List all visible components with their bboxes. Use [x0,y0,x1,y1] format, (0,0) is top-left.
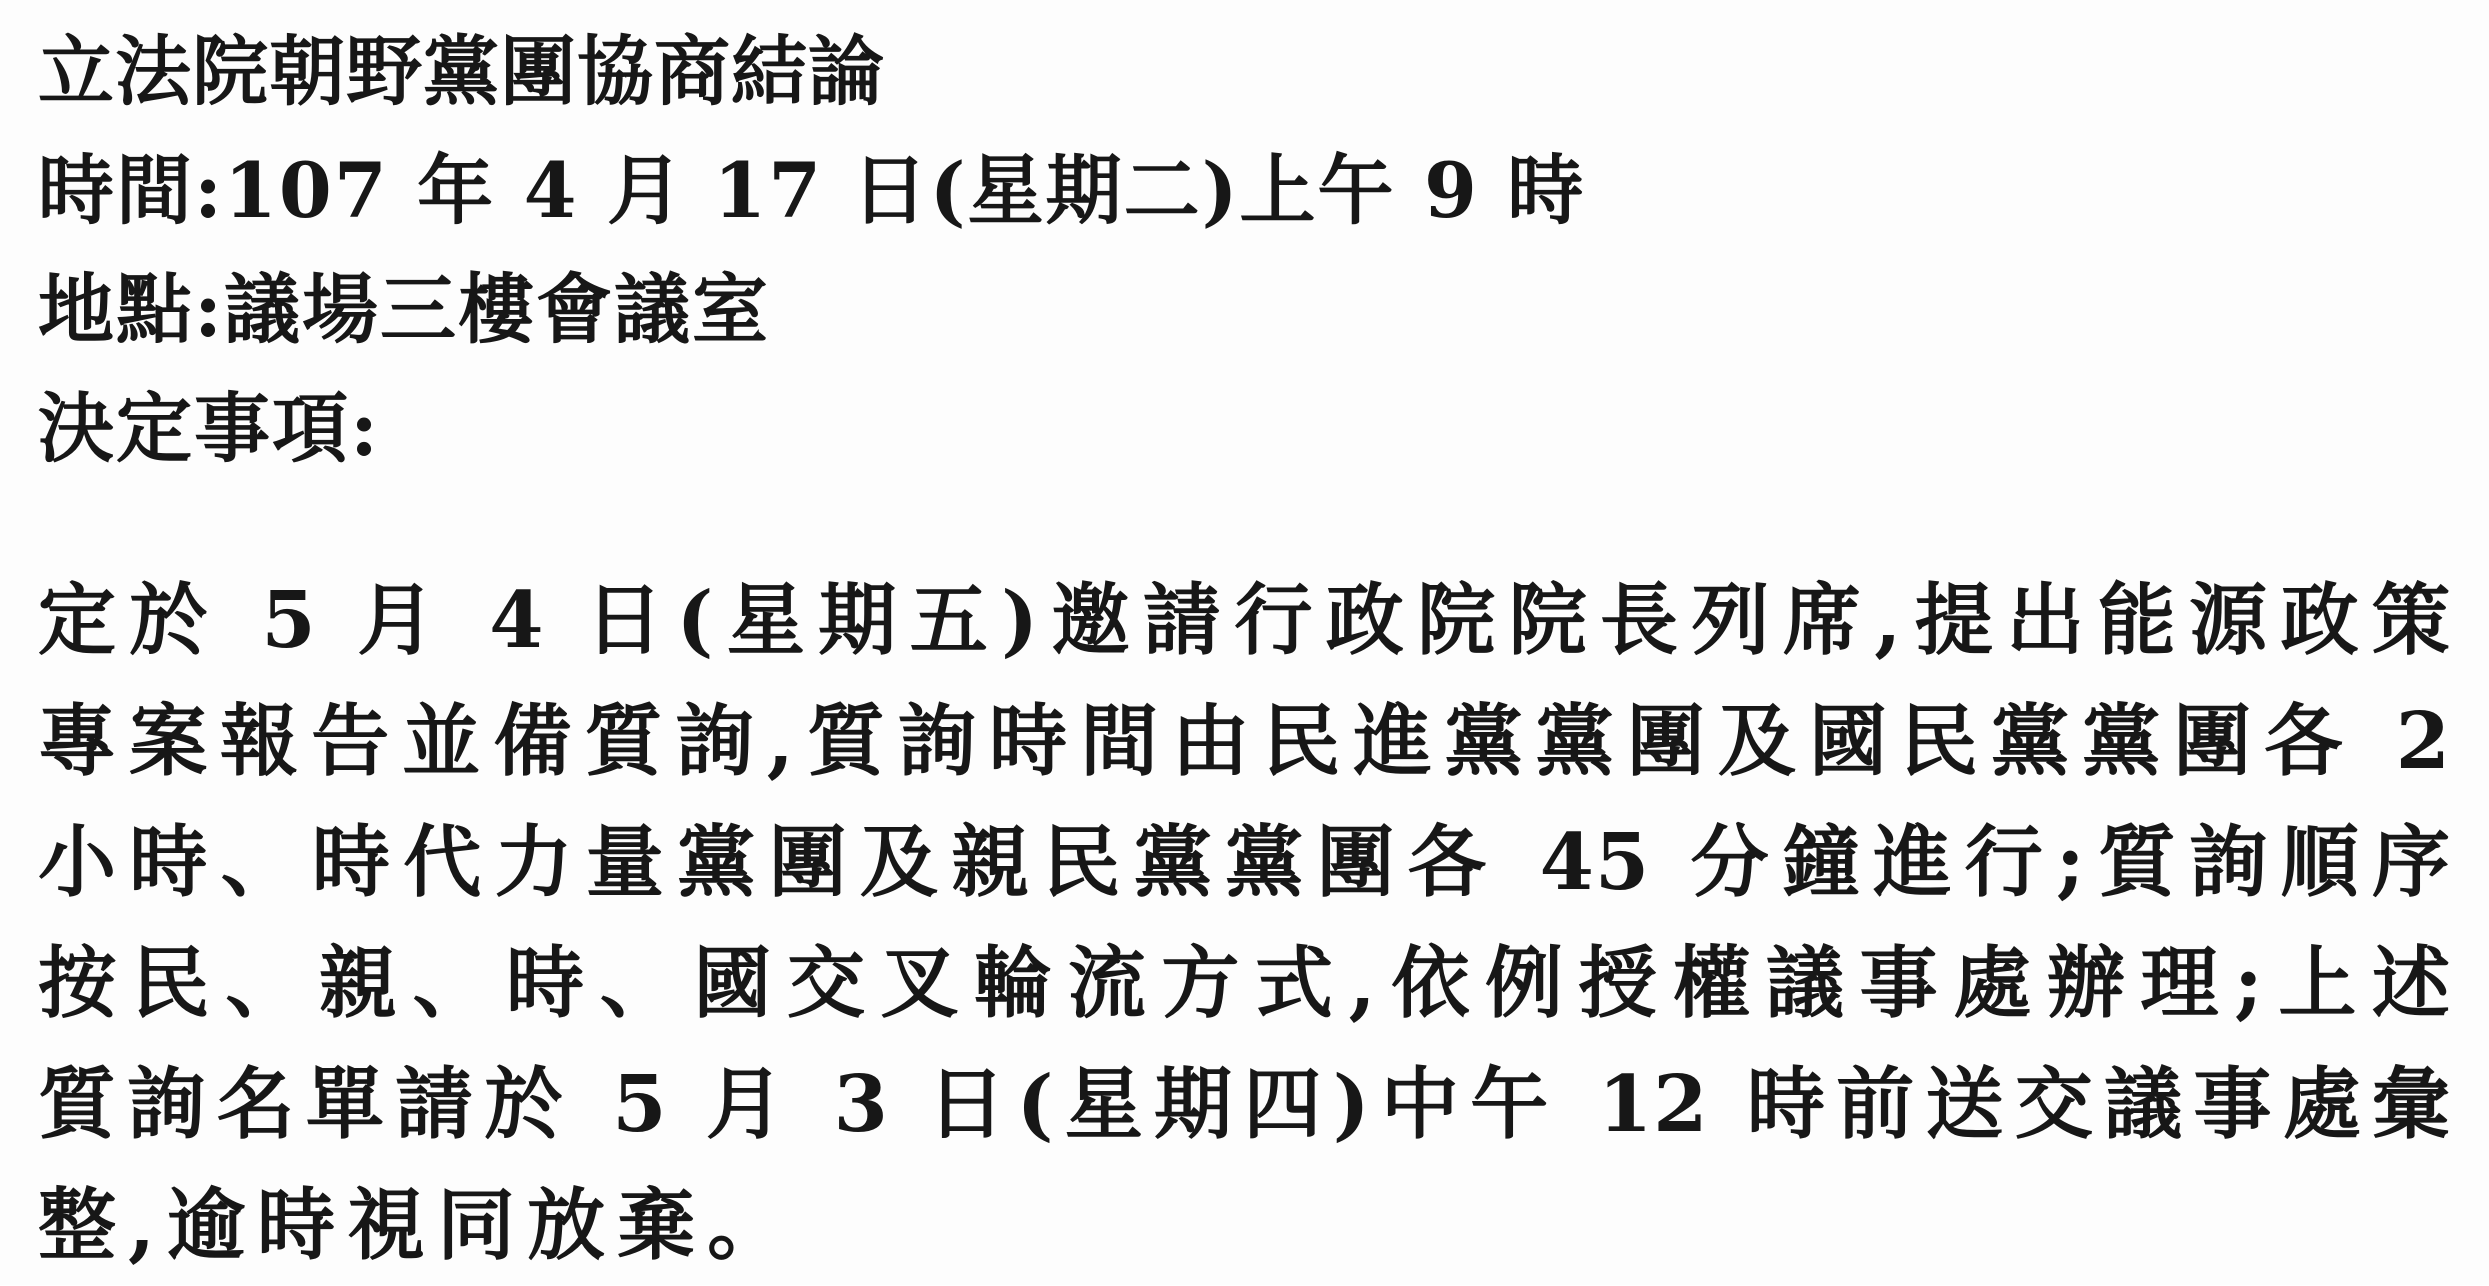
decision-heading: 決定事項: [38,384,381,473]
decision-body-line: 質詢名單請於 5 月 3 日(星期四)中午 12 時前送交議事處彙 [38,1059,2451,1150]
decision-body-line: 小時、時代力量黨團及親民黨黨團各 45 分鐘進行;質詢順序 [38,817,2451,908]
decision-body-line: 整,逾時視同放棄。 [38,1180,798,1271]
meeting-time-line: 時間:107 年 4 月 17 日(星期二)上午 9 時 [38,146,1586,235]
decision-body-line: 按民、親、時、國交叉輪流方式,依例授權議事處辦理;上述 [38,938,2451,1029]
decision-body-line: 專案報告並備質詢,質詢時間由民進黨黨團及國民黨黨團各 2 [38,696,2451,787]
decision-body-line: 定於 5 月 4 日(星期五)邀請行政院院長列席,提出能源政策 [38,575,2451,666]
document-title: 立法院朝野黨團協商結論 [38,27,885,116]
meeting-place-line: 地點:議場三樓會議室 [38,265,771,354]
paragraph-gap [38,488,2451,560]
